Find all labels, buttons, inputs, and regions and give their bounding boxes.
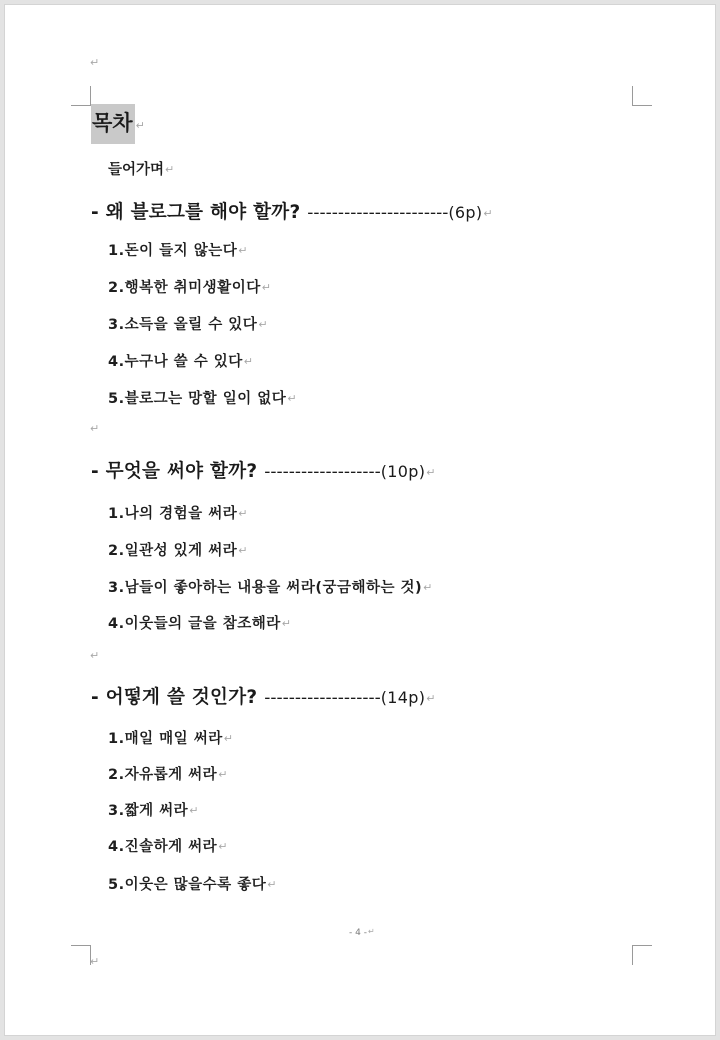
toc-item[interactable]: 1.돈이 들지 않는다↵ — [108, 243, 248, 259]
toc-section-heading[interactable] — [91, 457, 436, 483]
margin-corner-top-left — [71, 86, 91, 106]
paragraph-mark: ↵ — [423, 581, 433, 594]
page-number-footer[interactable] — [349, 927, 375, 938]
toc-item[interactable]: 4.이웃들의 글을 참조해라↵ — [108, 616, 292, 632]
toc-item[interactable]: 1.나의 경험을 써라↵ — [108, 506, 248, 522]
margin-corner-bottom-right — [632, 945, 652, 965]
margin-corner-bottom-left — [71, 945, 91, 965]
toc-item[interactable]: 2.행복한 취미생활이다↵ — [108, 280, 272, 296]
paragraph-mark: ↵ — [258, 318, 269, 331]
toc-item[interactable]: 3.남들이 좋아하는 내용을 써라(궁금해하는 것)↵ — [108, 580, 433, 596]
footer-paragraph-mark: ↵ — [90, 955, 100, 968]
dot-leader: ------------------- — [264, 688, 381, 708]
toc-item[interactable]: 2.일관성 있게 써라↵ — [108, 543, 248, 559]
paragraph-mark: ↵ — [243, 355, 254, 368]
toc-intro-line[interactable] — [108, 158, 174, 179]
section-heading-text: - 무엇을 써야 할까? — [91, 461, 258, 482]
paragraph-mark: ↵ — [218, 840, 228, 853]
page-reference: (14p) — [380, 688, 426, 707]
page-number: - 4 - — [349, 928, 367, 938]
toc-section-heading[interactable] — [91, 198, 493, 224]
toc-item[interactable]: 3.짧게 써라↵ — [108, 803, 199, 819]
toc-item[interactable]: 2.자유롭게 써라↵ — [108, 767, 228, 783]
toc-title[interactable]: 목차 — [91, 104, 135, 144]
dot-leader: ------------------- — [264, 462, 381, 482]
paragraph-mark: ↵ — [218, 768, 228, 781]
paragraph-mark: ↵ — [238, 544, 248, 557]
paragraph-mark: ↵ — [189, 804, 199, 817]
paragraph-mark: ↵ — [287, 392, 298, 405]
toc-item[interactable]: 4.누구나 쓸 수 있다↵ — [108, 354, 254, 370]
page-reference: (6p) — [448, 203, 483, 222]
toc-item[interactable]: 4.진솔하게 써라↵ — [108, 839, 228, 855]
paragraph-mark: ↵ — [281, 617, 292, 630]
paragraph-mark: ↵ — [238, 244, 248, 257]
paragraph-mark: ↵ — [223, 732, 234, 745]
paragraph-mark: ↵ — [238, 507, 248, 520]
empty-paragraph[interactable]: ↵ — [90, 422, 100, 435]
paragraph-mark: ↵ — [483, 207, 493, 220]
toc-title-line[interactable] — [91, 107, 145, 139]
document-page[interactable] — [4, 4, 716, 1036]
section-heading-text: - 왜 블로그를 해야 할까? — [91, 202, 301, 223]
toc-intro[interactable]: 들어가며 — [108, 162, 165, 178]
header-paragraph-mark: ↵ — [90, 56, 100, 69]
empty-paragraph[interactable]: ↵ — [90, 649, 100, 662]
section-heading-text: - 어떻게 쓸 것인가? — [91, 687, 258, 708]
paragraph-mark: ↵ — [267, 878, 277, 891]
paragraph-mark: ↵ — [261, 281, 272, 294]
paragraph-mark: ↵ — [367, 927, 375, 936]
page-reference: (10p) — [380, 462, 426, 481]
toc-section-heading[interactable] — [91, 683, 436, 709]
dot-leader: ----------------------- — [307, 203, 449, 223]
toc-item[interactable]: 5.블로그는 망할 일이 없다↵ — [108, 391, 298, 407]
paragraph-mark: ↵ — [426, 466, 436, 479]
toc-item[interactable]: 5.이웃은 많을수록 좋다↵ — [108, 877, 277, 893]
toc-item[interactable]: 1.매일 매일 써라↵ — [108, 731, 234, 747]
margin-corner-top-right — [632, 86, 652, 106]
paragraph-mark: ↵ — [426, 692, 436, 705]
paragraph-mark: ↵ — [135, 119, 145, 132]
toc-item[interactable]: 3.소득을 올릴 수 있다↵ — [108, 317, 269, 333]
paragraph-mark: ↵ — [165, 163, 175, 176]
